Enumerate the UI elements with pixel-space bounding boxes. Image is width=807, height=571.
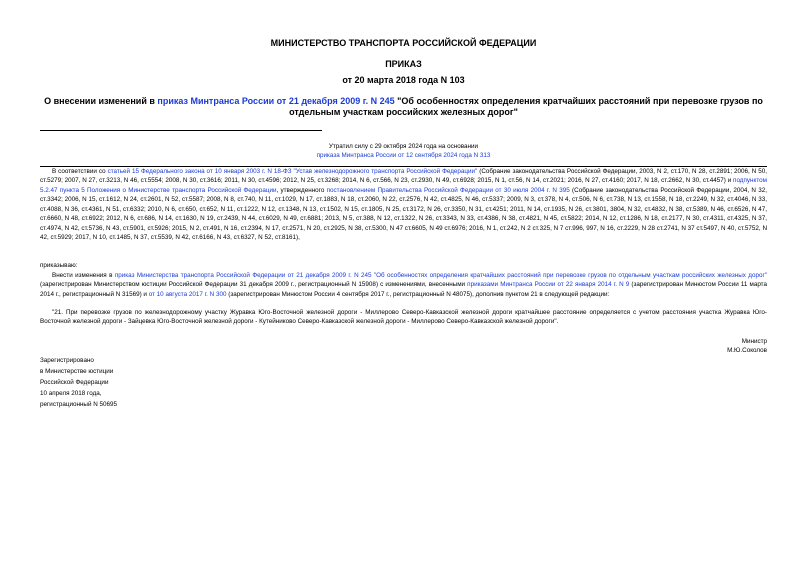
registration-line-5: регистрационный N 50695 [40,401,118,408]
p3-text-d: (зарегистрирован Минюстом России 4 сентября 2017 г., регистрационный N 48075), дополнив пунктом 21 в следующей редакции: [226,290,610,298]
p1-text-a: В соответствии со [52,168,108,175]
government-decree-link[interactable]: постановлением Правительства Российской Федерации от 30 июля 2004 г. N 395 [326,186,570,194]
amendment-paragraph [40,271,767,299]
p1-text-b: (Собрание законодательства Российской Федерации, 2003, N 2, ст.170, N 28, ст.2891; 2006, N 50, ст.5279; 2007, N 27, ст.3213, N 46, ст.5554; 2008, N 30, ст.3616; 2011, N 30, ст.4596; 2012, N 25, ст.3268; 2014, N 6, ст.566, N 23, ст.2930, N 49, ст.6928; 2015, N 1, ст.56, N 14, ст.2021; 2016, N 27, ст.4160; 2017, N 18, ст.2662, N 30, ст.4457) и [40,168,768,185]
registration-line-1: Зарегистрировано [40,357,94,364]
clause-21-text: "21. При перевозке грузов по железнодорожному участку Журавка Юго-Восточной железной дороги - Миллерово Северо-Кавказской железной дороги кратчайшее расстояние определяется с учетом расстояния участка Журавка Юго-Восточной железной дороги - Зайцевка Юго-Восточной железной дороги - Кутейниково Северо-Кавказской железной дороги - Миллерово Северо-Кавказской железной дороги". [40,309,767,326]
date-number-heading: от 20 марта 2018 года N 103 [342,75,465,85]
amended-order-link[interactable]: приказ Министерства транспорта Российской Федерации от 21 декабря 2009 г. N 245 "Об особенностях определения кратчайших расстояний при перевозке грузов по отдельным участкам российских железных дорог" [114,272,767,279]
title-prefix: О внесении изменений в [44,96,158,106]
registration-line-2: в Министерстве юстиции [40,368,114,375]
preamble-paragraph [40,167,767,243]
doc-type-heading: ПРИКАЗ [385,59,422,69]
p1-text-c: , утвержденного [276,186,327,194]
law-article-link[interactable]: статьей 15 Федерального закона от 10 января 2003 г. N 18-ФЗ "Устав железнодорожного транспорта Российской Федерации" [107,168,478,175]
p3-text-c: (зарегистрирован Минюстом России 11 марта 2014 г., регистрационный N 31569) и [40,281,767,298]
lost-force-link[interactable]: приказа Минтранса России от 12 сентября 2024 года N 313 [316,152,491,159]
lost-force-note: Утратил силу с 29 октября 2024 года на основании [328,143,479,150]
order-word: приказываю: [40,262,78,269]
p3-text-b: (зарегистрирован Министерством юстиции Российской Федерации 31 декабря 2009 г., регистрационный N 15908) с изменениями, внесенными [40,281,468,289]
august-order-link[interactable]: от 10 августа 2017 г. N 300 [148,290,227,298]
amending-orders-link[interactable]: приказами Минтранса России от 22 января 2014 г. N 9 [467,281,630,289]
lost-force-link-line [40,151,767,160]
registration-line-4: 10 апреля 2018 года, [40,390,102,397]
signatory-name: М.Ю.Соколов [727,347,767,354]
signatory-position: Министр [741,338,767,345]
ministry-heading: МИНИСТЕРСТВО ТРАНСПОРТА РОССИЙСКОЙ ФЕДЕРАЦИИ [270,38,537,48]
registration-line-3: Российской Федерации [40,379,109,386]
document-title [40,96,767,118]
p1-text-d: (Собрание законодательства Российской Федерации, 2004, N 32, ст.3342; 2006, N 15, ст.1612, N 24, ст.2601, N 52, ст.5587; 2008, N 8, ст.740, N 11, ст.1029, N 17, ст.1883, N 18, ст.2060, N 22, ст.2576, N 42, ст.4825, N 46, ст.5337; 2009, N 3, ст.378, N 4, ст.506, N 6, ст.738, N 13, ст.1558, N 18, ст.2249, N 32, ст.4046, N 33, ст.4088, N 36, ст.4361, N 51, ст.6332; 2010, N 6, ст.650, ст.652, N 11, ст.1222, N 12, ст.1348, N 13, ст.1502, N 15, ст.1805, N 25, ст.3172, N 26, ст.3350, N 31, ст.4251; 2011, N 14, ст.1935, N 26, ст.3801, 3804, N 32, ст.4832, N 38, ст.5389, N 46, ст.6526, N 47, ст.6660, N 48, ст.6922; 2012, N 6, ст.686, N 14, ст.1630, N 19, ст.2439, N 44, ст.6029, N 49, ст.6881; 2013, N 5, ст.388, N 12, ст.1322, N 26, ст.3343, N 33, ст.4386, N 38, ст.4821, N 45, ст.5822; 2014, N 12, ст.1286, N 18, ст.2177, N 30, ст.4311, ст.4325, N 37, ст.4974, N 42, ст.5736, N 43, ст.5901, ст.5926; 2015, N 2, ст.491, N 16, ст.2394, N 17, ст.2571, N 20, ст.2925, N 38, ст.5300, N 47 ст.6605, N 49 ст.6976; 2016, N 1, ст.242, N 2 ст.325, N 7 ст.996, 997, N 16, ст.2229, N 28 ст.2741, N 37 ст.5497, N 40, ст.5752, N 42, ст.5929; 2017, N 10, ст.1485, N 37, ст.5539, N 42, ст.6166, N 43, ст.6327, N 52, ст.8161), [40,186,767,242]
regulation-subclause-link[interactable]: подпунктом 5.2.47 пункта 5 Положения о Министерстве транспорта Российской Федерации [40,177,767,194]
title-link[interactable]: приказ Минтранса России от 21 декабря 2009 г. N 245 [157,96,395,106]
registration-block [40,355,117,410]
header-divider [40,130,322,131]
title-suffix: "Об особенностях определения кратчайших расстояний при перевозке грузов по отдельным участкам российских железных дорог" [289,96,763,117]
p3-text-a: Внести изменения в [52,272,115,279]
